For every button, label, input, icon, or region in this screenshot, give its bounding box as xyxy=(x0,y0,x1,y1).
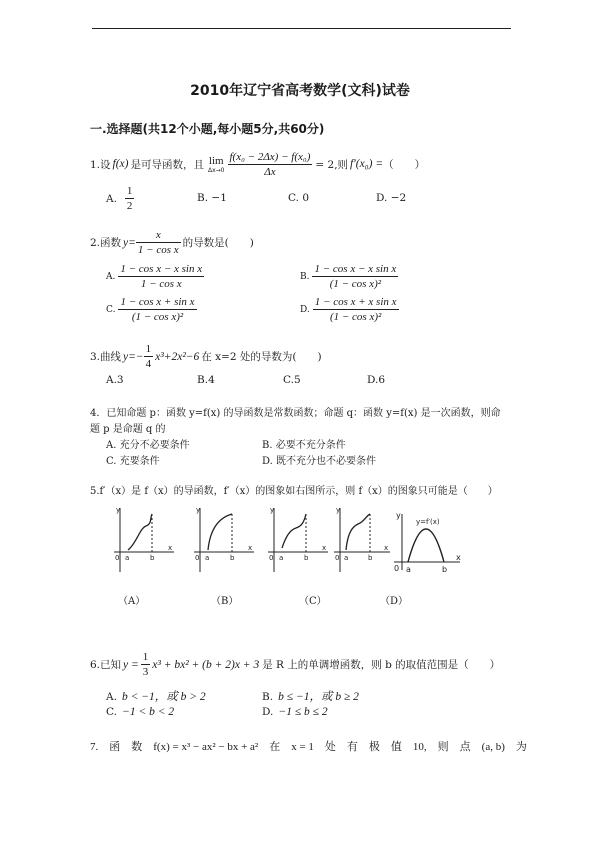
frac-num: 1 xyxy=(126,185,133,197)
graph-c-a: a xyxy=(279,554,284,562)
frac-den: (1 − cos x)² xyxy=(131,311,184,323)
q6-y: y = xyxy=(123,658,139,671)
option-letter: D. xyxy=(262,456,273,467)
graph-d xyxy=(334,508,390,572)
q1-option-a-frac xyxy=(125,184,135,213)
option-value: 既不充分也不必要条件 xyxy=(276,456,377,467)
q3-fraction xyxy=(144,342,154,371)
graph-a-b: b xyxy=(150,554,155,562)
q6-den: 3 xyxy=(142,666,149,678)
q6-option-c xyxy=(106,700,174,719)
q3-suffix: 在 x=2 处的导数为( ) xyxy=(201,351,322,363)
q1-den: Δx xyxy=(264,165,276,178)
option-letter: C. xyxy=(283,374,294,386)
q1-prefix: 1.设 xyxy=(90,158,111,171)
q2-option-b-frac xyxy=(312,262,398,291)
graph-a-origin: 0 xyxy=(115,554,120,562)
q2-y: y= xyxy=(123,236,136,249)
frac-num: 1 − cos x + x sin x xyxy=(314,296,397,308)
section-heading: 一.选择题(共12个小题,每小题5分,共60分) xyxy=(90,122,325,136)
q6-expr: x³ + bx² + (b + 2)x + 3 xyxy=(152,658,260,671)
q1-option-b xyxy=(197,192,227,204)
option-letter: B. xyxy=(197,192,209,204)
q2-option-a-frac xyxy=(118,262,204,291)
option-value: 6 xyxy=(378,374,386,386)
q4-option-b xyxy=(262,436,346,451)
option-value: 必要不充分条件 xyxy=(275,440,346,451)
q6-num: 1 xyxy=(142,651,149,663)
option-letter: C. xyxy=(106,456,117,467)
graph-a-a: a xyxy=(125,554,130,562)
q5-text: 5.f′（x）是 f（x）的导函数，f′（x）的图象如右图所示，则 f（x）的图象只可能是（ ） xyxy=(90,486,498,497)
graph-b-curve xyxy=(208,514,232,550)
caption-b: （B） xyxy=(211,596,239,607)
q2-fraction xyxy=(136,228,181,257)
graph-c-b: b xyxy=(304,554,309,562)
frac-den: (1 − cos x)² xyxy=(329,278,382,290)
frac-num: 1 − cos x + sin x xyxy=(120,296,195,308)
q2-option-d-frac xyxy=(313,295,399,324)
q2-option-c xyxy=(106,295,197,324)
graph-c xyxy=(268,508,328,572)
graph-d-x-label: x xyxy=(384,544,389,552)
option-letter: C. xyxy=(106,304,116,315)
graph-fprime-y-label: y xyxy=(396,511,401,520)
q6-option-d xyxy=(262,700,328,719)
graph-c-y-label: y xyxy=(270,506,275,514)
graph-fprime-title: y=f′(x) xyxy=(416,518,440,526)
question-3 xyxy=(90,342,322,371)
graph-a-y-label: y xyxy=(116,506,121,514)
graph-d-b: b xyxy=(368,554,373,562)
caption-d: （D） xyxy=(380,596,409,607)
q1-num: f(x₀ − 2Δx) − f(x₀) xyxy=(229,150,311,163)
graph-d-origin: 0 xyxy=(335,554,340,562)
q1-option-c xyxy=(288,192,309,204)
option-letter: A. xyxy=(106,440,117,451)
q6-prefix: 6.已知 xyxy=(90,659,122,671)
q1-option-d xyxy=(376,192,406,204)
option-letter: A. xyxy=(106,271,116,282)
q1-paren: （ ） xyxy=(383,158,426,171)
graph-a-curve xyxy=(128,514,152,550)
caption-a: （A） xyxy=(118,596,146,607)
graph-fprime-x-label: x xyxy=(456,553,461,562)
option-value: 4 xyxy=(208,374,215,386)
graph-c-x-label: x xyxy=(322,544,327,552)
option-letter: D. xyxy=(376,192,388,204)
q1-fraction xyxy=(228,150,313,179)
option-value: 0 xyxy=(302,192,310,204)
option-value: 3 xyxy=(116,374,124,386)
q4-option-d xyxy=(262,452,376,467)
question-2 xyxy=(90,228,254,257)
q6-suffix: 是 R 上的单调增函数，则 b 的取值范围是（ ） xyxy=(262,659,501,671)
option-value: −1 xyxy=(211,192,227,204)
q4-line-1: 4．已知命题 p：函数 y=f(x) 的导函数是常数函数；命题 q：函数 y=f(x) 是一次函数，则命 xyxy=(90,408,501,419)
q2-den: 1 − cos x xyxy=(137,244,179,256)
option-letter: C. xyxy=(106,706,117,718)
q1-fprime: f′(x₀) = xyxy=(350,158,384,170)
q5-graphs xyxy=(110,500,470,580)
option-letter: C. xyxy=(288,192,299,204)
option-letter: B. xyxy=(262,691,274,703)
q7-text: 7. 函 数 f(x) = x³ − ax² − bx + a² 在 x = 1 处 有 极 值 10, 则 点 (a, b) 为 xyxy=(90,741,527,753)
graph-c-origin: 0 xyxy=(269,554,274,562)
q2-prefix: 2.函数 xyxy=(90,237,122,249)
q4-option-a xyxy=(106,436,190,451)
q3-option-a xyxy=(106,374,124,386)
option-letter: A. xyxy=(106,192,117,205)
q3-expr-end: x³+2x²−6 xyxy=(155,350,200,363)
graph-a-x-label: x xyxy=(168,544,173,552)
q2-option-a xyxy=(106,262,204,291)
frac-num: 1 − cos x − x sin x xyxy=(314,263,397,275)
option-letter: B. xyxy=(262,440,273,451)
option-letter: A. xyxy=(106,691,117,703)
option-value: −1 < b < 2 xyxy=(122,706,175,718)
q2-option-b xyxy=(300,262,398,291)
q3-prefix: 3.曲线 xyxy=(90,351,122,363)
q3-num: 1 xyxy=(145,343,152,355)
q6-fraction xyxy=(141,650,151,679)
frac-den: 2 xyxy=(126,200,133,212)
graph-fprime-curve xyxy=(408,529,444,562)
q3-option-c xyxy=(283,374,301,386)
graph-d-a: a xyxy=(344,554,349,562)
graph-b-y-label: y xyxy=(196,506,201,514)
q2-num: x xyxy=(136,228,181,243)
graph-d-y-label: y xyxy=(336,506,341,514)
option-letter: D. xyxy=(262,706,274,718)
q1-eq: = 2,则 xyxy=(315,158,349,171)
graph-b-b: b xyxy=(230,554,235,562)
option-letter: D. xyxy=(300,304,310,315)
graph-b-x-label: x xyxy=(248,544,253,552)
option-value: b ≤ −1，或 b ≥ 2 xyxy=(278,691,359,703)
graph-fprime-b: b xyxy=(442,565,448,574)
option-letter: B. xyxy=(300,271,310,282)
option-letter: D. xyxy=(367,374,379,386)
graph-b xyxy=(194,508,254,572)
q1-fx: f(x) xyxy=(112,158,129,170)
option-value: 5 xyxy=(294,374,301,386)
graph-a xyxy=(114,508,174,572)
frac-den: (1 − cos x)² xyxy=(329,311,382,323)
q1-lim-word: lim xyxy=(208,154,224,167)
q2-option-d xyxy=(300,295,399,324)
q1-text: 是可导函数，且 xyxy=(130,158,204,171)
option-value: 充要条件 xyxy=(119,456,160,467)
q3-option-d xyxy=(367,374,385,386)
option-letter: A. xyxy=(106,374,117,386)
q4-line-2: 题 p 是命题 q 的 xyxy=(90,424,166,435)
q3-den: 4 xyxy=(145,358,152,370)
q3-option-b xyxy=(197,374,215,386)
q1-lim-sub: Δx→0 xyxy=(208,166,225,174)
option-value: 充分不必要条件 xyxy=(119,440,190,451)
graph-fprime-origin: 0 xyxy=(394,564,400,573)
q1-option-a xyxy=(106,184,134,213)
graph-b-a: a xyxy=(205,554,210,562)
graph-d-curve xyxy=(346,514,370,550)
graph-b-origin: 0 xyxy=(195,554,200,562)
q2-option-c-frac xyxy=(118,295,196,324)
q2-suffix: 的导数是( ) xyxy=(182,237,254,249)
frac-num: 1 − cos x − x sin x xyxy=(120,263,203,275)
page-title: 2010年辽宁省高考数学(文科)试卷 xyxy=(190,83,410,99)
option-value: −1 ≤ b ≤ 2 xyxy=(278,706,328,718)
graph-fprime-a: a xyxy=(406,565,411,574)
frac-den: 1 − cos x xyxy=(140,278,182,290)
question-1 xyxy=(90,146,425,182)
q3-expr-start: y=− xyxy=(123,350,144,363)
option-value: b < −1，或 b > 2 xyxy=(122,691,206,703)
option-value: −2 xyxy=(390,192,407,204)
q4-option-c xyxy=(106,452,160,467)
question-6 xyxy=(90,650,500,679)
header-rule xyxy=(92,28,511,29)
caption-c: （C） xyxy=(299,596,327,607)
graph-c-curve xyxy=(282,514,306,548)
option-letter: B. xyxy=(197,374,209,386)
q1-lim xyxy=(208,155,225,174)
